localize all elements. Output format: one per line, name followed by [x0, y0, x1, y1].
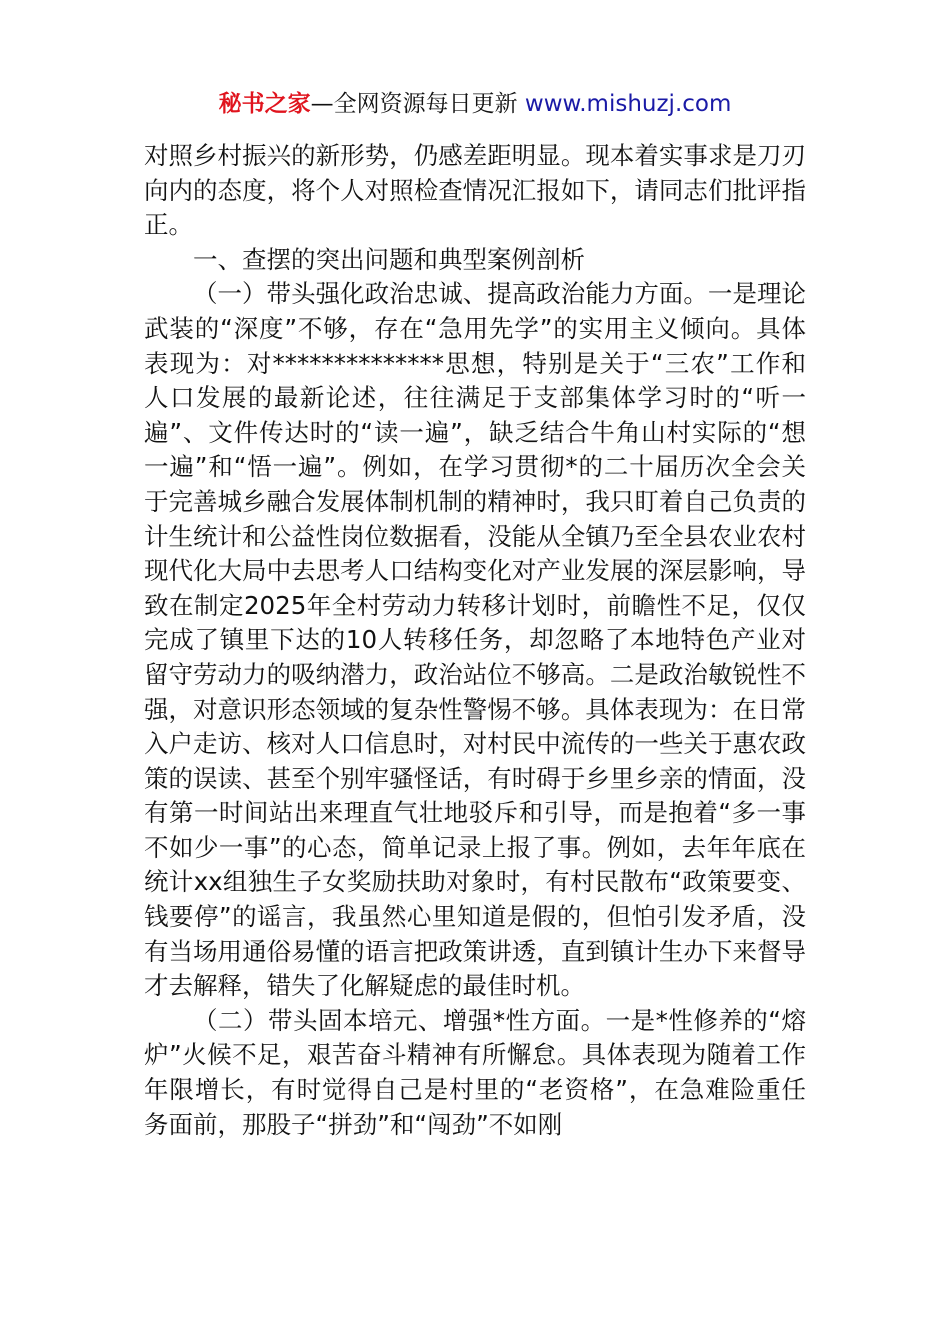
document-body [144, 139, 806, 1142]
paragraph-part-two: （二）带头固本培元、增强*性方面。一是*性修养的“熔炉”火候不足，艰苦奋斗精神有所懈怠。具体表现为随着工作年限增长，有时觉得自己是村里的“老资格”，在急难险重任务面前，那股子“拼劲”和“闯劲”不如刚 [144, 1005, 806, 1139]
paragraph-intro: 对照乡村振兴的新形势，仍感差距明显。现本着实事求是刀刃向内的态度，将个人对照检查情况汇报如下，请同志们批评指正。 [144, 141, 806, 240]
site-header [0, 88, 950, 120]
section-heading: 一、查摆的突出问题和典型案例剖析 [193, 244, 585, 274]
site-brand: 秘书之家 [218, 91, 311, 117]
paragraph-part-one: （一）带头强化政治忠诚、提高政治能力方面。一是理论武装的“深度”不够，存在“急用先学”的实用主义倾向。具体表现为：对**************思想，特别是关于“三农”工作和人口发展的最新论述，往往满足于支部集体学习时的“听一遍”、文件传达时的“读一遍”，缺乏结合牛角山村实际的“想一遍”和“悟一遍”。例如，在学习贯彻*的二十届历次全会关于完善城乡融合发展体制机制的精神时，我只盯着自己负责的计生统计和公益性岗位数据看，没能从全镇乃至全县农业农村现代化大局中去思考人口结构变化对产业发展的深层影响，导致在制定2025年全村劳动力转移计划时，前瞻性不足，仅仅完成了镇里下达的10人转移任务，却忽略了本地特色产业对留守劳动力的吸纳潜力，政治站位不够高。二是政治敏锐性不强，对意识形态领域的复杂性警惕不够。具体表现为：在日常入户走访、核对人口信息时，对村民中流传的一些关于惠农政策的误读、甚至个别牢骚怪话，有时碍于乡里乡亲的情面，没有第一时间站出来理直气壮地驳斥和引导，而是抱着“多一事不如少一事”的心态，简单记录上报了事。例如，去年年底在统计xx组独生子女奖励扶助对象时，有村民散布“政策要变、钱要停”的谣言，我虽然心里知道是假的，但怕引发矛盾，没有当场用通俗易懂的语言把政策讲透，直到镇计生办下来督导才去解释，错失了化解疑虑的最佳时机。 [144, 279, 806, 1001]
site-url-link[interactable]: www.mishuzj.com [524, 91, 732, 117]
site-tagline: —全网资源每日更新 [310, 91, 518, 117]
